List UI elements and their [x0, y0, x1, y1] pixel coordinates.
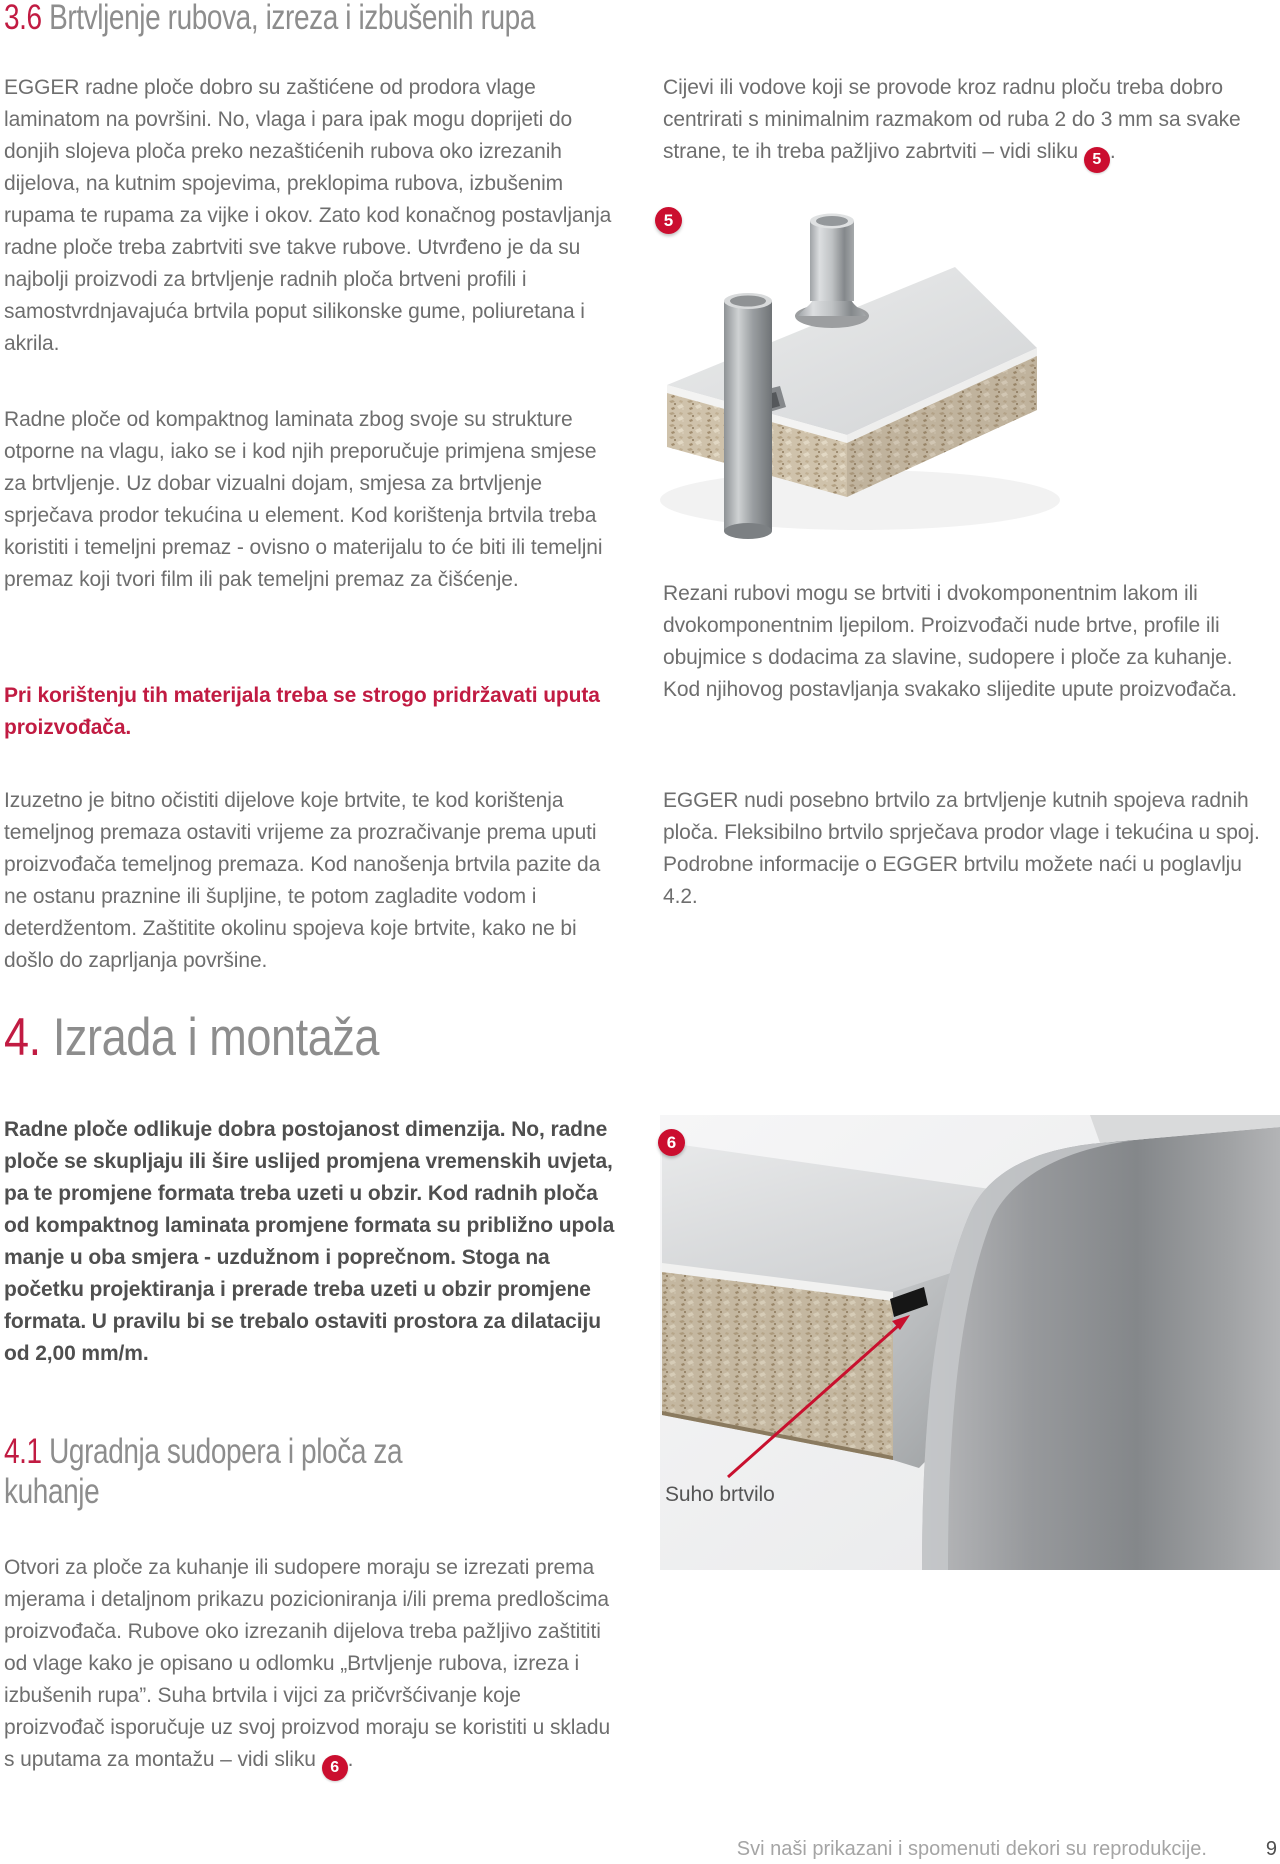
- section-number: 3.6: [4, 0, 42, 37]
- paragraph-cutouts: [4, 1552, 618, 1781]
- paragraph-cleaning: Izuzetno je bitno očistiti dijelove koje brtvite, te kod korištenja temeljnog premaza ostaviti vrijeme za prozračivanje prema uputi proizvođača temeljnog premaza. Kod nanošenja brtvila pazite da ne ostanu praznine ili šupljine, te potom zagladite vodom i deterdžentom. Zaštitite okolinu spojeva koje brtvite, kako ne bi došlo do zaprljanja površine.: [4, 789, 601, 972]
- paragraph-text: Otvori za ploče za kuhanje ili sudopere moraju se izrezati prema mjerama i detaljnom prikazu pozicioniranja i/ili prema predlošcima proizvođača. Rubove oko izrezanih dijelova treba pažljivo zaštititi od vlage kako je opisano u odlomku „Brtvljenje rubova, izreza i izbušenih rupa”. Suha brtvila i vijci za pričvršćivanje koje proizvođač isporučuje uz svoj proizvod moraju se koristiti u skladu s uputama za montažu – vidi sliku: [4, 1556, 611, 1771]
- figure-5-worktop-pipes: [650, 195, 1280, 563]
- paragraph-dimensions: Radne ploče odlikuje dobra postojanost dimenzija. No, radne ploče se skupljaju ili šire uslijed promjena vremenskih uvjeta, pa te promjene formata treba uzeti u obzir. Kod radnih ploča od kompaktnog laminata promjene formata su približno upola manje u oba smjera - uzdužnom i poprečnom. Stoga na početku projektiranja i prerade treba uzeti u obzir promjene formata. U pravilu bi se trebalo ostaviti prostora za dilataciju od 2,00 mm/m.: [4, 1118, 615, 1365]
- figure-ref-badge-6: 6: [322, 1755, 348, 1781]
- pipe-body: [724, 301, 772, 531]
- paragraph-text: .: [347, 1748, 354, 1771]
- figure-6-badge: 6: [658, 1129, 685, 1156]
- figure-6-dry-seal: [660, 1115, 1280, 1570]
- section-heading-4-1: [4, 1432, 484, 1512]
- section-title: Izrada i montaža: [40, 1008, 380, 1067]
- paragraph-compact-laminate: Radne ploče od kompaktnog laminata zbog svoje su strukture otporne na vlagu, iako se i kod njih preporučuje primjena smjese za brtvljenje. Uz dobar vizualni dojam, smjesa za brtvljenje sprječava prodor tekućina u element. Kod korištenja brtvila treba koristiti i temeljni premaz - ovisno o materijalu to će biti ili temeljni premaz koji tvori film ili pak temeljni premaz za čišćenje.: [4, 408, 603, 591]
- paragraph-text: .: [1109, 140, 1116, 163]
- section-number: 4.: [4, 1008, 41, 1067]
- section-title: Brtvljenje rubova, izreza i izbušenih rupa: [41, 0, 536, 37]
- page-number: 9: [1265, 1838, 1277, 1860]
- paragraph-sealing-intro: EGGER radne ploče dobro su zaštićene od prodora vlage laminatom na površini. No, vlaga i para ipak mogu doprijeti do donjih slojeva ploča preko nezaštićenih rubova oko izrezanih dijelova, na kutnim spojevima, preklopima rubova, izbušenim rupama te rupama za vijke i okov. Zato kod konačnog postavljanja radne ploče treba zabrtviti sve takve rubove. Utvrđeno je da su najbolji proizvodi za brtvljenje radnih ploča brtveni profili i samostvrdnjavajuća brtvila poput silikonske gume, poliuretana i akrila.: [4, 76, 612, 355]
- paragraph-text: Cijevi ili vodove koji se provode kroz radnu ploču treba dobro centrirati s minimalnim razmakom od ruba 2 do 3 mm sa svake strane, te ih treba pažljivo zabrtviti – vidi sliku: [663, 76, 1241, 163]
- footer-note: Svi naši prikazani i spomenuti dekori su reprodukcije.: [736, 1838, 1207, 1860]
- paragraph-cut-edges: Rezani rubovi mogu se brtviti i dvokomponentnim lakom ili dvokomponentnim ljepilom. Proizvođači nude brtve, profile ili obujmice s dodacima za slavine, sudopere i ploče za kuhanje. Kod njihovog postavljanja svakako slijedite upute proizvođača.: [663, 582, 1237, 701]
- pipe-back: [795, 214, 869, 329]
- section-number: 4.1: [4, 1432, 42, 1471]
- pipe-opening: [816, 216, 848, 226]
- worktop-slab: [660, 267, 1060, 530]
- pipe-opening: [730, 296, 766, 307]
- figure-5-badge: 5: [655, 207, 682, 234]
- pipe-front: [724, 293, 772, 539]
- paragraph-warning: Pri korištenju tih materijala treba se strogo pridržavati uputa proizvođača.: [4, 684, 600, 739]
- worktop-pipes-illustration: [650, 195, 1280, 563]
- pipe-body: [810, 221, 854, 301]
- paragraph-egger-sealant: EGGER nudi posebno brtvilo za brtvljenje kutnih spojeva radnih ploča. Fleksibilno brtvilo sprječava prodor vlage i tekućina u spoj. Podrobne informacije o EGGER brtvilu možete naći u poglavlju 4.2.: [663, 789, 1260, 908]
- section-heading-3-6: [4, 0, 536, 42]
- section-title: Ugradnja sudopera i ploča za kuhanje: [4, 1432, 403, 1511]
- pipe-bottom: [724, 523, 772, 539]
- paragraph-pipes: [663, 72, 1263, 173]
- figure-ref-badge-5: 5: [1084, 147, 1110, 173]
- figure-6-caption: Suho brtvilo: [665, 1483, 775, 1506]
- section-heading-4: [4, 1008, 526, 1068]
